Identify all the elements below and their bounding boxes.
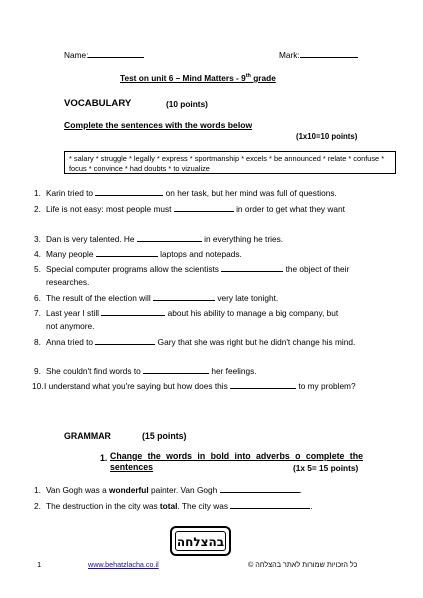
copyright-notice: כל הזכויות שמורות לאתר בהצלחה © xyxy=(248,560,358,569)
answer-blank[interactable] xyxy=(153,292,215,301)
answer-blank[interactable] xyxy=(95,336,155,345)
vocabulary-points: (10 points) xyxy=(166,99,208,109)
grammar-points: (15 points) xyxy=(142,431,187,441)
name-label: Name: xyxy=(64,49,144,60)
answer-blank[interactable] xyxy=(230,500,310,509)
name-field[interactable] xyxy=(88,49,144,58)
answer-blank[interactable] xyxy=(101,307,165,316)
word-bank: * salary * struggle * legally * express * sportmanship * excels * be announced * relate * confuse * focus * convince * had doubts * to vizualize xyxy=(64,151,396,174)
page-title: Test on unit 6 – Mind Matters - 9th grade xyxy=(120,73,276,83)
answer-blank[interactable] xyxy=(221,263,283,272)
vocabulary-instruction: Complete the sentences with the words below xyxy=(64,120,253,130)
answer-blank[interactable] xyxy=(96,248,158,257)
answer-blank[interactable] xyxy=(230,380,296,389)
website-link[interactable]: www.behatzlacha.co.il xyxy=(88,560,159,569)
vocabulary-score: (1x10=10 points) xyxy=(296,132,358,141)
mark-field[interactable] xyxy=(300,49,358,58)
answer-blank[interactable] xyxy=(95,187,163,196)
answer-blank[interactable] xyxy=(220,484,300,493)
grammar-instruction-number: 1. xyxy=(100,453,108,463)
grammar-instruction: Change the words in bold into adverbs o complete the sentences xyxy=(110,451,363,472)
grammar-heading: GRAMMAR xyxy=(64,431,111,441)
answer-blank[interactable] xyxy=(137,233,202,242)
page-number: 1 xyxy=(37,560,42,569)
mark-label: Mark: xyxy=(279,49,358,60)
answer-blank[interactable] xyxy=(174,203,234,212)
grammar-score: (1x 5= 15 points) xyxy=(293,463,359,473)
vocabulary-heading: VOCABULARY xyxy=(64,98,132,109)
behatzlacha-logo: בהצלחה xyxy=(170,526,231,556)
answer-blank[interactable] xyxy=(143,365,209,374)
